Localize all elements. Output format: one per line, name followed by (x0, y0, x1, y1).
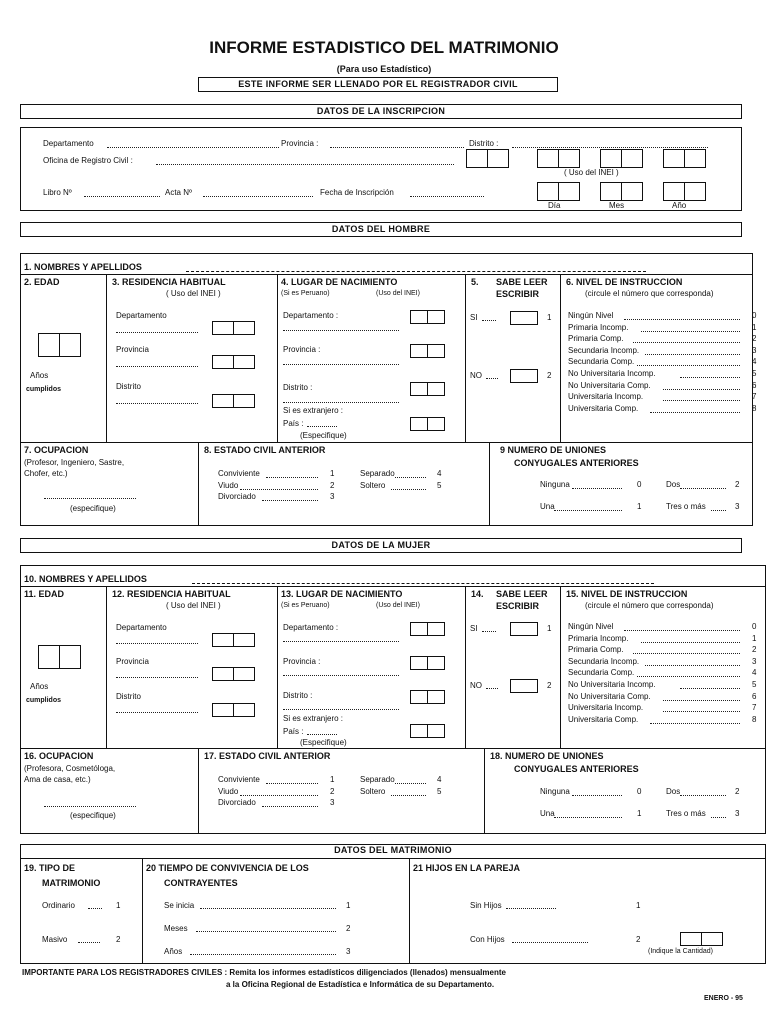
inei-code-box-1[interactable] (466, 149, 509, 168)
h-si-num: 1 (547, 313, 552, 322)
m-nivel-item: Ningún Nivel (568, 622, 614, 631)
m-uniones-num: 2 (735, 787, 740, 796)
m-uniones-dos: Dos (666, 787, 681, 796)
field-anios-conv[interactable] (190, 954, 336, 955)
h-nivel-dots (641, 331, 740, 332)
m-label-residencia: 12. RESIDENCIA HABITUAL (112, 589, 231, 599)
m-uniones-num: 0 (637, 787, 642, 796)
m-nivel-circule: (circule el número que corresponda) (585, 601, 714, 610)
h-lug-field-prov[interactable] (283, 364, 399, 365)
h-label-residencia: 3. RESIDENCIA HABITUAL (112, 277, 226, 287)
h-estado-soltero: Soltero (360, 480, 386, 490)
m-nivel-item: Universitaria Comp. (568, 714, 639, 724)
m-lug-field-dist[interactable] (283, 709, 399, 710)
m-nivel-item: No Universitaria Comp. (568, 691, 651, 701)
h-lug-label-depto: Departamento : (283, 311, 339, 320)
m-lug-pais-box[interactable] (410, 724, 445, 738)
section-hombre-heading: DATOS DEL HOMBRE (20, 222, 742, 237)
label-con-hijos: Con Hijos (470, 935, 505, 944)
page-subtitle: (Para uso Estadístico) (336, 64, 432, 74)
label-anio: Año (672, 201, 687, 210)
h-lug-uso-inei: (Uso del INEI) (376, 290, 420, 297)
masivo-num: 2 (116, 935, 121, 944)
h-ocup-ej2: Chofer, etc.) (24, 469, 68, 478)
m-uniones-dots (572, 795, 623, 796)
section-inscripcion-heading: DATOS DE LA INSCRIPCION (20, 104, 742, 119)
h-estado-num: 4 (437, 469, 442, 478)
h-lug-field-dist[interactable] (283, 402, 399, 403)
h-res-label-dist: Distrito (116, 382, 141, 391)
m-res-dist-box[interactable] (212, 703, 255, 717)
m-nivel-num: 3 (752, 656, 757, 666)
h-res-label-depto: Departamento (116, 311, 167, 320)
m-label-anios: Años (30, 682, 49, 691)
label-se-inicia: Se inicia (164, 901, 195, 910)
h-label-ocupacion: 7. OCUPACION (24, 445, 89, 455)
m-lug-especifique: (Especifique) (300, 738, 347, 747)
h-estado-separado: Separado (360, 469, 395, 478)
h-nivel-item: Primaria Incomp. (568, 322, 629, 332)
h-lug-label-prov: Provincia : (283, 345, 321, 354)
m-label-nombres: 10. NOMBRES Y APELLIDOS (24, 574, 147, 584)
m-nivel-dots (645, 665, 740, 666)
h-uniones-ninguna: Ninguna (540, 480, 570, 489)
con-hijos-num: 2 (636, 935, 641, 944)
label-mes: Mes (609, 201, 625, 210)
m-uniones-una: Una (540, 809, 555, 818)
h-uniones-tres: Tres o más (666, 502, 706, 511)
h-uniones-num: 0 (637, 480, 642, 489)
m-nivel-num: 7 (752, 703, 757, 713)
field-provincia[interactable] (330, 147, 464, 148)
m-estado-num: 5 (437, 786, 442, 796)
m-lug-label-dist: Distrito : (283, 691, 313, 700)
field-departamento[interactable] (107, 147, 279, 148)
h-label-uniones2: CONYUGALES ANTERIORES (514, 458, 639, 468)
label-uso-inei: ( Uso del INEI ) (564, 168, 619, 177)
m-nivel-dots (641, 642, 740, 643)
h-nivel-num: 0 (752, 311, 757, 320)
h-res-field-prov[interactable] (116, 366, 198, 367)
m-label-edad: 11. EDAD (24, 589, 65, 599)
m-label-estado: 17. ESTADO CIVIL ANTERIOR (204, 751, 331, 761)
m-lug-depto-box[interactable] (410, 622, 445, 636)
field-fecha[interactable] (410, 196, 484, 197)
h-field-ocupacion[interactable] (44, 498, 136, 499)
h-uniones-una: Una (540, 502, 555, 511)
inei-code-box-2[interactable] (537, 149, 580, 168)
m-nivel-dots (650, 723, 740, 724)
m-nivel-num: 6 (752, 691, 757, 701)
label-tiempo2: CONTRAYENTES (164, 878, 238, 888)
sin-hijos-num: 1 (636, 901, 641, 910)
h-label-sabe-leer: SABE LEER (496, 277, 548, 287)
h-lug-label-pais: País : (283, 419, 304, 428)
m-nivel-num: 5 (752, 680, 757, 689)
h-res-field-depto[interactable] (116, 332, 198, 333)
meses-num: 2 (346, 924, 351, 933)
h-estado-dots (240, 489, 318, 490)
m-estado-viudo: Viudo (218, 786, 239, 796)
h-res-prov-box[interactable] (212, 355, 255, 369)
m-estado-dots (391, 795, 426, 796)
h-no-num: 2 (547, 371, 552, 380)
m-label-lugar: 13. LUGAR DE NACIMIENTO (281, 589, 403, 599)
m-nivel-dots (680, 688, 740, 689)
m-ocup-ej2: Ama de casa, etc.) (24, 775, 91, 784)
inei-code-box-4[interactable] (663, 149, 706, 168)
h-nivel-dots (645, 354, 740, 355)
m-estado-dots (395, 783, 426, 784)
h-uniones-dots (680, 488, 727, 489)
page-title: INFORME ESTADISTICO DEL MATRIMONIO (209, 38, 559, 57)
h-label-escribir: ESCRIBIR (496, 289, 540, 299)
section-matrimonio (20, 844, 766, 964)
m-nivel-dots (663, 711, 740, 712)
label-hijos: 21 HIJOS EN LA PAREJA (413, 863, 521, 873)
label-distrito: Distrito : (469, 139, 499, 148)
h-nivel-num: 1 (752, 322, 757, 332)
m-lug-label-ext: Si es extranjero : (283, 714, 344, 723)
h-uniones-num: 3 (735, 502, 740, 511)
m-estado-num: 3 (330, 798, 335, 807)
m-nivel-item: Secundaria Incomp. (568, 656, 640, 666)
h-estado-conviviente: Conviviente (218, 469, 260, 478)
m-uniones-dots (680, 795, 727, 796)
field-acta[interactable] (203, 196, 313, 197)
h-nivel-item: Primaria Comp. (568, 334, 624, 344)
m-estado-dots (266, 783, 318, 784)
h-estado-dots (266, 477, 318, 478)
label-fecha: Fecha de Inscripción (320, 188, 394, 197)
m-estado-dots (262, 806, 318, 807)
h-uniones-num: 1 (637, 502, 642, 511)
m-lug-si-peruano: (Si es Peruano) (281, 602, 330, 609)
anios-num: 3 (346, 947, 351, 956)
h-label-estado: 8. ESTADO CIVIL ANTERIOR (204, 445, 326, 455)
m-res-prov-box[interactable] (212, 667, 255, 681)
h-nivel-num: 7 (752, 392, 757, 402)
m-lug-prov-box[interactable] (410, 656, 445, 670)
m-label-ocupacion: 16. OCUPACION (24, 751, 94, 761)
m-uniones-dots (711, 817, 726, 818)
h-estado-viudo: Viudo (218, 480, 239, 490)
m-estado-num: 1 (330, 775, 335, 784)
hijos-cantidad-box[interactable] (680, 932, 723, 946)
h-nivel-item: Secundaria Comp. (568, 357, 635, 367)
m-label-cumplidos: cumplidos (26, 697, 62, 704)
m-res-label-prov: Provincia (116, 657, 149, 666)
m-res-depto-box[interactable] (212, 633, 255, 647)
label-departamento: Departamento (43, 139, 94, 148)
h-label-anios: Años (30, 371, 49, 380)
h-label-lugar: 4. LUGAR DE NACIMIENTO (281, 277, 398, 287)
m-nivel-dots (624, 630, 740, 631)
h-nivel-dots (624, 319, 740, 320)
m-lug-label-prov: Provincia : (283, 657, 321, 666)
h-nivel-item: Secundaria Incomp. (568, 345, 640, 355)
h-ocup-especifique: (especifique) (70, 504, 116, 513)
h-label-si: SI (470, 313, 478, 322)
field-se-inicia[interactable] (200, 908, 336, 909)
h-estado-num: 2 (330, 480, 335, 490)
h-lug-field-pais[interactable] (307, 426, 337, 427)
h-uniones-dos: Dos (666, 480, 681, 489)
field-libro[interactable] (84, 196, 160, 197)
label-libro: Libro Nº (43, 188, 72, 197)
m-nivel-item: Secundaria Comp. (568, 668, 635, 678)
field-distrito[interactable] (512, 147, 708, 148)
h-estado-num: 5 (437, 480, 442, 490)
m-uniones-num: 3 (735, 809, 740, 818)
m-res-label-dist: Distrito (116, 692, 141, 701)
m-label-uniones2: CONYUGALES ANTERIORES (514, 764, 639, 774)
m-lug-field-depto[interactable] (283, 641, 399, 642)
m-field-nombres[interactable] (192, 583, 654, 584)
m-lug-uso-inei: (Uso del INEI) (376, 602, 420, 609)
m-res-field-depto[interactable] (116, 643, 198, 644)
h-si-box[interactable] (510, 311, 538, 325)
h-res-uso-inei: ( Uso del INEI ) (166, 289, 221, 298)
h-nivel-dots (663, 389, 740, 390)
m-nivel-item: Universitaria Incomp. (568, 703, 644, 713)
m-estado-conviviente: Conviviente (218, 775, 260, 784)
label-oficina: Oficina de Registro Civil : (43, 156, 133, 165)
m-uniones-tres: Tres o más (666, 809, 706, 818)
m-label-no: NO (470, 681, 482, 690)
h-estado-divorciado: Divorciado (218, 492, 256, 501)
h-res-dist-box[interactable] (212, 394, 255, 408)
label-acta: Acta Nº (165, 188, 192, 197)
h-res-depto-box[interactable] (212, 321, 255, 335)
h-uniones-dots (554, 510, 623, 511)
h-label-nivel: 6. NIVEL DE INSTRUCCION (566, 277, 683, 287)
h-lug-field-depto[interactable] (283, 330, 399, 331)
h-lug-depto-box[interactable] (410, 310, 445, 324)
field-oficina[interactable] (156, 164, 454, 165)
h-nivel-item: Ningún Nivel (568, 311, 614, 320)
inei-code-box-3[interactable] (600, 149, 643, 168)
m-nivel-num: 1 (752, 633, 757, 643)
label-indique: (Indique la Cantidad) (648, 948, 713, 955)
m-si-num: 1 (547, 624, 552, 633)
h-lug-especifique: (Especifique) (300, 431, 347, 440)
m-estado-num: 4 (437, 775, 442, 784)
m-nivel-num: 4 (752, 668, 757, 678)
m-res-field-prov[interactable] (116, 677, 198, 678)
date-month-box[interactable] (600, 182, 643, 201)
h-estado-dots (262, 500, 318, 501)
date-day-box[interactable] (537, 182, 580, 201)
m-no-box[interactable] (510, 679, 538, 693)
m-nivel-item: Primaria Incomp. (568, 633, 629, 643)
section-mujer-heading: DATOS DE LA MUJER (20, 538, 742, 553)
label-ordinario: Ordinario (42, 901, 75, 910)
date-year-box[interactable] (663, 182, 706, 201)
label-sin-hijos: Sin Hijos (470, 901, 502, 910)
h-nivel-dots (680, 377, 740, 378)
m-uniones-dots (554, 817, 623, 818)
field-meses[interactable] (196, 931, 336, 932)
m-estado-soltero: Soltero (360, 786, 386, 796)
h-label-cumplidos: cumplidos (26, 386, 62, 393)
m-lug-dist-box[interactable] (410, 690, 445, 704)
h-nivel-circule: (circule el número que corresponda) (585, 289, 714, 298)
h-label-sabe-num: 5. (471, 277, 479, 287)
m-res-label-depto: Departamento (116, 623, 167, 632)
h-nivel-num: 6 (752, 380, 757, 390)
registrar-notice: ESTE INFORME SER LLENADO POR EL REGISTRADOR CIVIL (198, 77, 558, 92)
h-estado-dots (391, 489, 426, 490)
h-res-label-prov: Provincia (116, 345, 149, 354)
m-no-num: 2 (547, 681, 552, 690)
label-anios-conv: Años (164, 947, 183, 956)
h-label-no: NO (470, 371, 482, 380)
m-uniones-num: 1 (637, 809, 642, 818)
label-meses: Meses (164, 924, 188, 933)
m-nivel-num: 8 (752, 714, 757, 724)
m-lug-field-prov[interactable] (283, 675, 399, 676)
h-uniones-num: 2 (735, 480, 740, 489)
m-label-sabe-num: 14. (471, 589, 484, 599)
h-uniones-dots (572, 488, 623, 489)
m-field-ocupacion[interactable] (44, 806, 136, 807)
m-label-sabe-leer: SABE LEER (496, 589, 548, 599)
h-nivel-dots (650, 412, 740, 413)
footer-fecha: ENERO - 95 (704, 995, 743, 1002)
h-nivel-num: 5 (752, 369, 757, 378)
m-estado-dots (240, 795, 318, 796)
m-res-uso-inei: ( Uso del INEI ) (166, 601, 221, 610)
m-nivel-num: 0 (752, 622, 757, 631)
h-lug-label-ext: Si es extranjero : (283, 406, 344, 415)
h-field-nombres[interactable] (186, 271, 646, 272)
h-nivel-dots (633, 342, 741, 343)
h-nivel-dots (663, 400, 740, 401)
h-lug-label-dist: Distrito : (283, 383, 313, 392)
m-nivel-dots (637, 676, 740, 677)
h-nivel-num: 4 (752, 357, 757, 367)
m-res-field-dist[interactable] (116, 712, 198, 713)
h-edad-box[interactable] (38, 333, 81, 357)
h-nivel-num: 2 (752, 334, 757, 344)
m-si-box[interactable] (510, 622, 538, 636)
m-nivel-dots (633, 653, 741, 654)
h-label-nombres: 1. NOMBRES Y APELLIDOS (24, 262, 142, 272)
h-ocup-ej: (Profesor, Ingeniero, Sastre, (24, 458, 125, 467)
h-nivel-item: No Universitaria Incomp. (568, 369, 656, 378)
m-nivel-num: 2 (752, 645, 757, 655)
h-estado-dots (395, 477, 426, 478)
m-estado-num: 2 (330, 786, 335, 796)
m-edad-box[interactable] (38, 645, 81, 669)
m-lug-field-pais[interactable] (307, 734, 337, 735)
m-label-nivel: 15. NIVEL DE INSTRUCCION (566, 589, 688, 599)
h-nivel-item: No Universitaria Comp. (568, 380, 651, 390)
m-estado-separado: Separado (360, 775, 395, 784)
m-uniones-ninguna: Ninguna (540, 787, 570, 796)
label-provincia: Provincia : (281, 139, 319, 148)
label-tiempo: 20 TIEMPO DE CONVIVENCIA DE LOS (146, 863, 309, 873)
h-label-uniones: 9 NUMERO DE UNIONES (500, 445, 607, 455)
m-nivel-item: Primaria Comp. (568, 645, 624, 655)
label-tipo: 19. TIPO DE (24, 863, 76, 873)
section-matrimonio-heading: DATOS DEL MATRIMONIO (20, 844, 766, 859)
h-estado-num: 3 (330, 492, 335, 501)
h-uniones-dots (711, 510, 726, 511)
label-tipo2: MATRIMONIO (42, 878, 101, 888)
m-label-si: SI (470, 624, 478, 633)
m-label-uniones: 18. NUMERO DE UNIONES (490, 751, 604, 761)
h-label-edad: 2. EDAD (24, 277, 60, 287)
m-nivel-dots (663, 700, 740, 701)
h-lug-prov-box[interactable] (410, 344, 445, 358)
ordinario-num: 1 (116, 901, 121, 910)
label-masivo: Masivo (42, 935, 68, 944)
m-label-escribir: ESCRIBIR (496, 601, 540, 611)
h-nivel-item: Universitaria Incomp. (568, 392, 644, 402)
footer-importante: IMPORTANTE PARA LOS REGISTRADORES CIVILES : Remita los informes estadísticos diligenciados (llenados) mensualmente (22, 968, 506, 977)
m-lug-label-pais: País : (283, 727, 304, 736)
h-estado-num: 1 (330, 469, 335, 478)
h-nivel-item: Universitaria Comp. (568, 403, 639, 413)
m-ocup-especifique: (especifique) (70, 811, 116, 820)
h-nivel-num: 8 (752, 403, 757, 413)
h-lug-pais-box[interactable] (410, 417, 445, 431)
m-nivel-item: No Universitaria Incomp. (568, 680, 656, 689)
h-nivel-num: 3 (752, 345, 757, 355)
footer-importante2: a la Oficina Regional de Estadística e Informática de su Departamento. (226, 980, 495, 989)
m-lug-label-depto: Departamento : (283, 623, 339, 632)
label-dia: Día (548, 201, 561, 210)
se-inicia-num: 1 (346, 901, 351, 910)
h-lug-si-peruano: (Si es Peruano) (281, 290, 330, 297)
h-nivel-dots (637, 365, 740, 366)
m-ocup-ej: (Profesora, Cosmetóloga, (24, 764, 116, 773)
h-lug-dist-box[interactable] (410, 382, 445, 396)
m-estado-divorciado: Divorciado (218, 798, 256, 807)
h-no-box[interactable] (510, 369, 538, 383)
h-res-field-dist[interactable] (116, 403, 198, 404)
